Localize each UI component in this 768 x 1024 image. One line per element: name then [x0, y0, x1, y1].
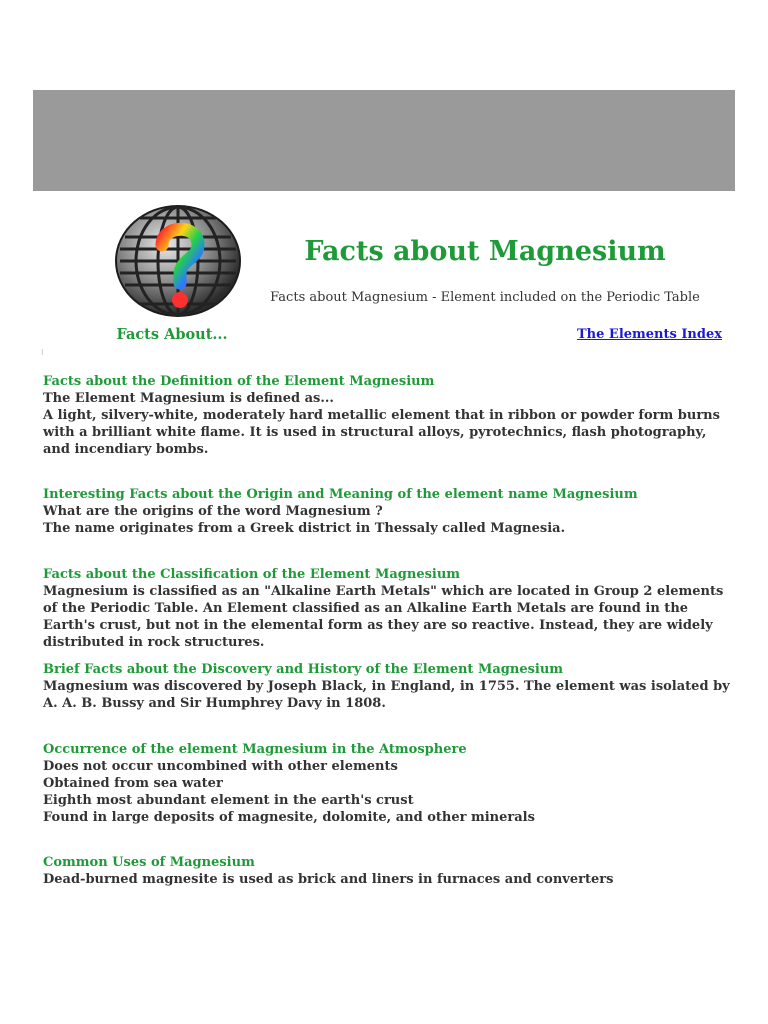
section-uses	[43, 854, 613, 888]
section-heading: Facts about the Classification of the Element Magnesium	[43, 567, 461, 582]
page-title: Facts about Magnesium	[304, 236, 666, 267]
section-discovery	[43, 661, 733, 712]
section-text: Does not occur uncombined with other elements	[43, 759, 398, 774]
section-text: Obtained from sea water	[43, 776, 223, 791]
elements-index-link[interactable]: The Elements Index	[576, 327, 722, 342]
section-text: A light, silvery-white, moderately hard metallic element that in ribbon or powder form burns with a brilliant white flame. It is used in structural alloys, pyrotechnics, flash photography, and incendiary bombs.	[43, 408, 720, 457]
header-banner	[33, 90, 735, 191]
section-classification	[43, 566, 733, 651]
facts-about-label: Facts About...	[116, 326, 228, 343]
section-text: Eighth most abundant element in the earth's crust	[43, 793, 414, 808]
section-text: Magnesium was discovered by Joseph Black, in England, in 1755. The element was isolated by A. A. B. Bussy and Sir Humphrey Davy in 1808.	[43, 679, 730, 711]
section-heading: Common Uses of Magnesium	[43, 855, 255, 870]
page-subtitle: Facts about Magnesium - Element included on the Periodic Table	[270, 290, 700, 305]
section-text: What are the origins of the word Magnesium ?	[43, 504, 383, 519]
section-heading: Facts about the Definition of the Element Magnesium	[43, 374, 435, 389]
question-globe-icon	[112, 203, 244, 320]
section-heading: Occurrence of the element Magnesium in the Atmosphere	[43, 742, 467, 757]
section-origin	[43, 486, 638, 537]
section-text: The Element Magnesium is defined as...	[43, 391, 334, 406]
section-text: Found in large deposits of magnesite, dolomite, and other minerals	[43, 810, 535, 825]
section-heading: Brief Facts about the Discovery and History of the Element Magnesium	[43, 662, 564, 677]
section-occurrence	[43, 741, 535, 826]
section-heading: Interesting Facts about the Origin and Meaning of the element name Magnesium	[43, 487, 638, 502]
section-definition	[43, 373, 733, 458]
section-text: Magnesium is classified as an "Alkaline Earth Metals" which are located in Group 2 elements of the Periodic Table. An Element classified as an Alkaline Earth Metals are found in the Earth's crust, but not in the elemental form as they are so reactive. Instead, they are widely distributed in rock structures.	[43, 584, 724, 650]
divider-mark	[42, 349, 43, 355]
section-text: The name originates from a Greek district in Thessaly called Magnesia.	[43, 521, 566, 536]
section-text: Dead-burned magnesite is used as brick and liners in furnaces and converters	[43, 872, 614, 887]
